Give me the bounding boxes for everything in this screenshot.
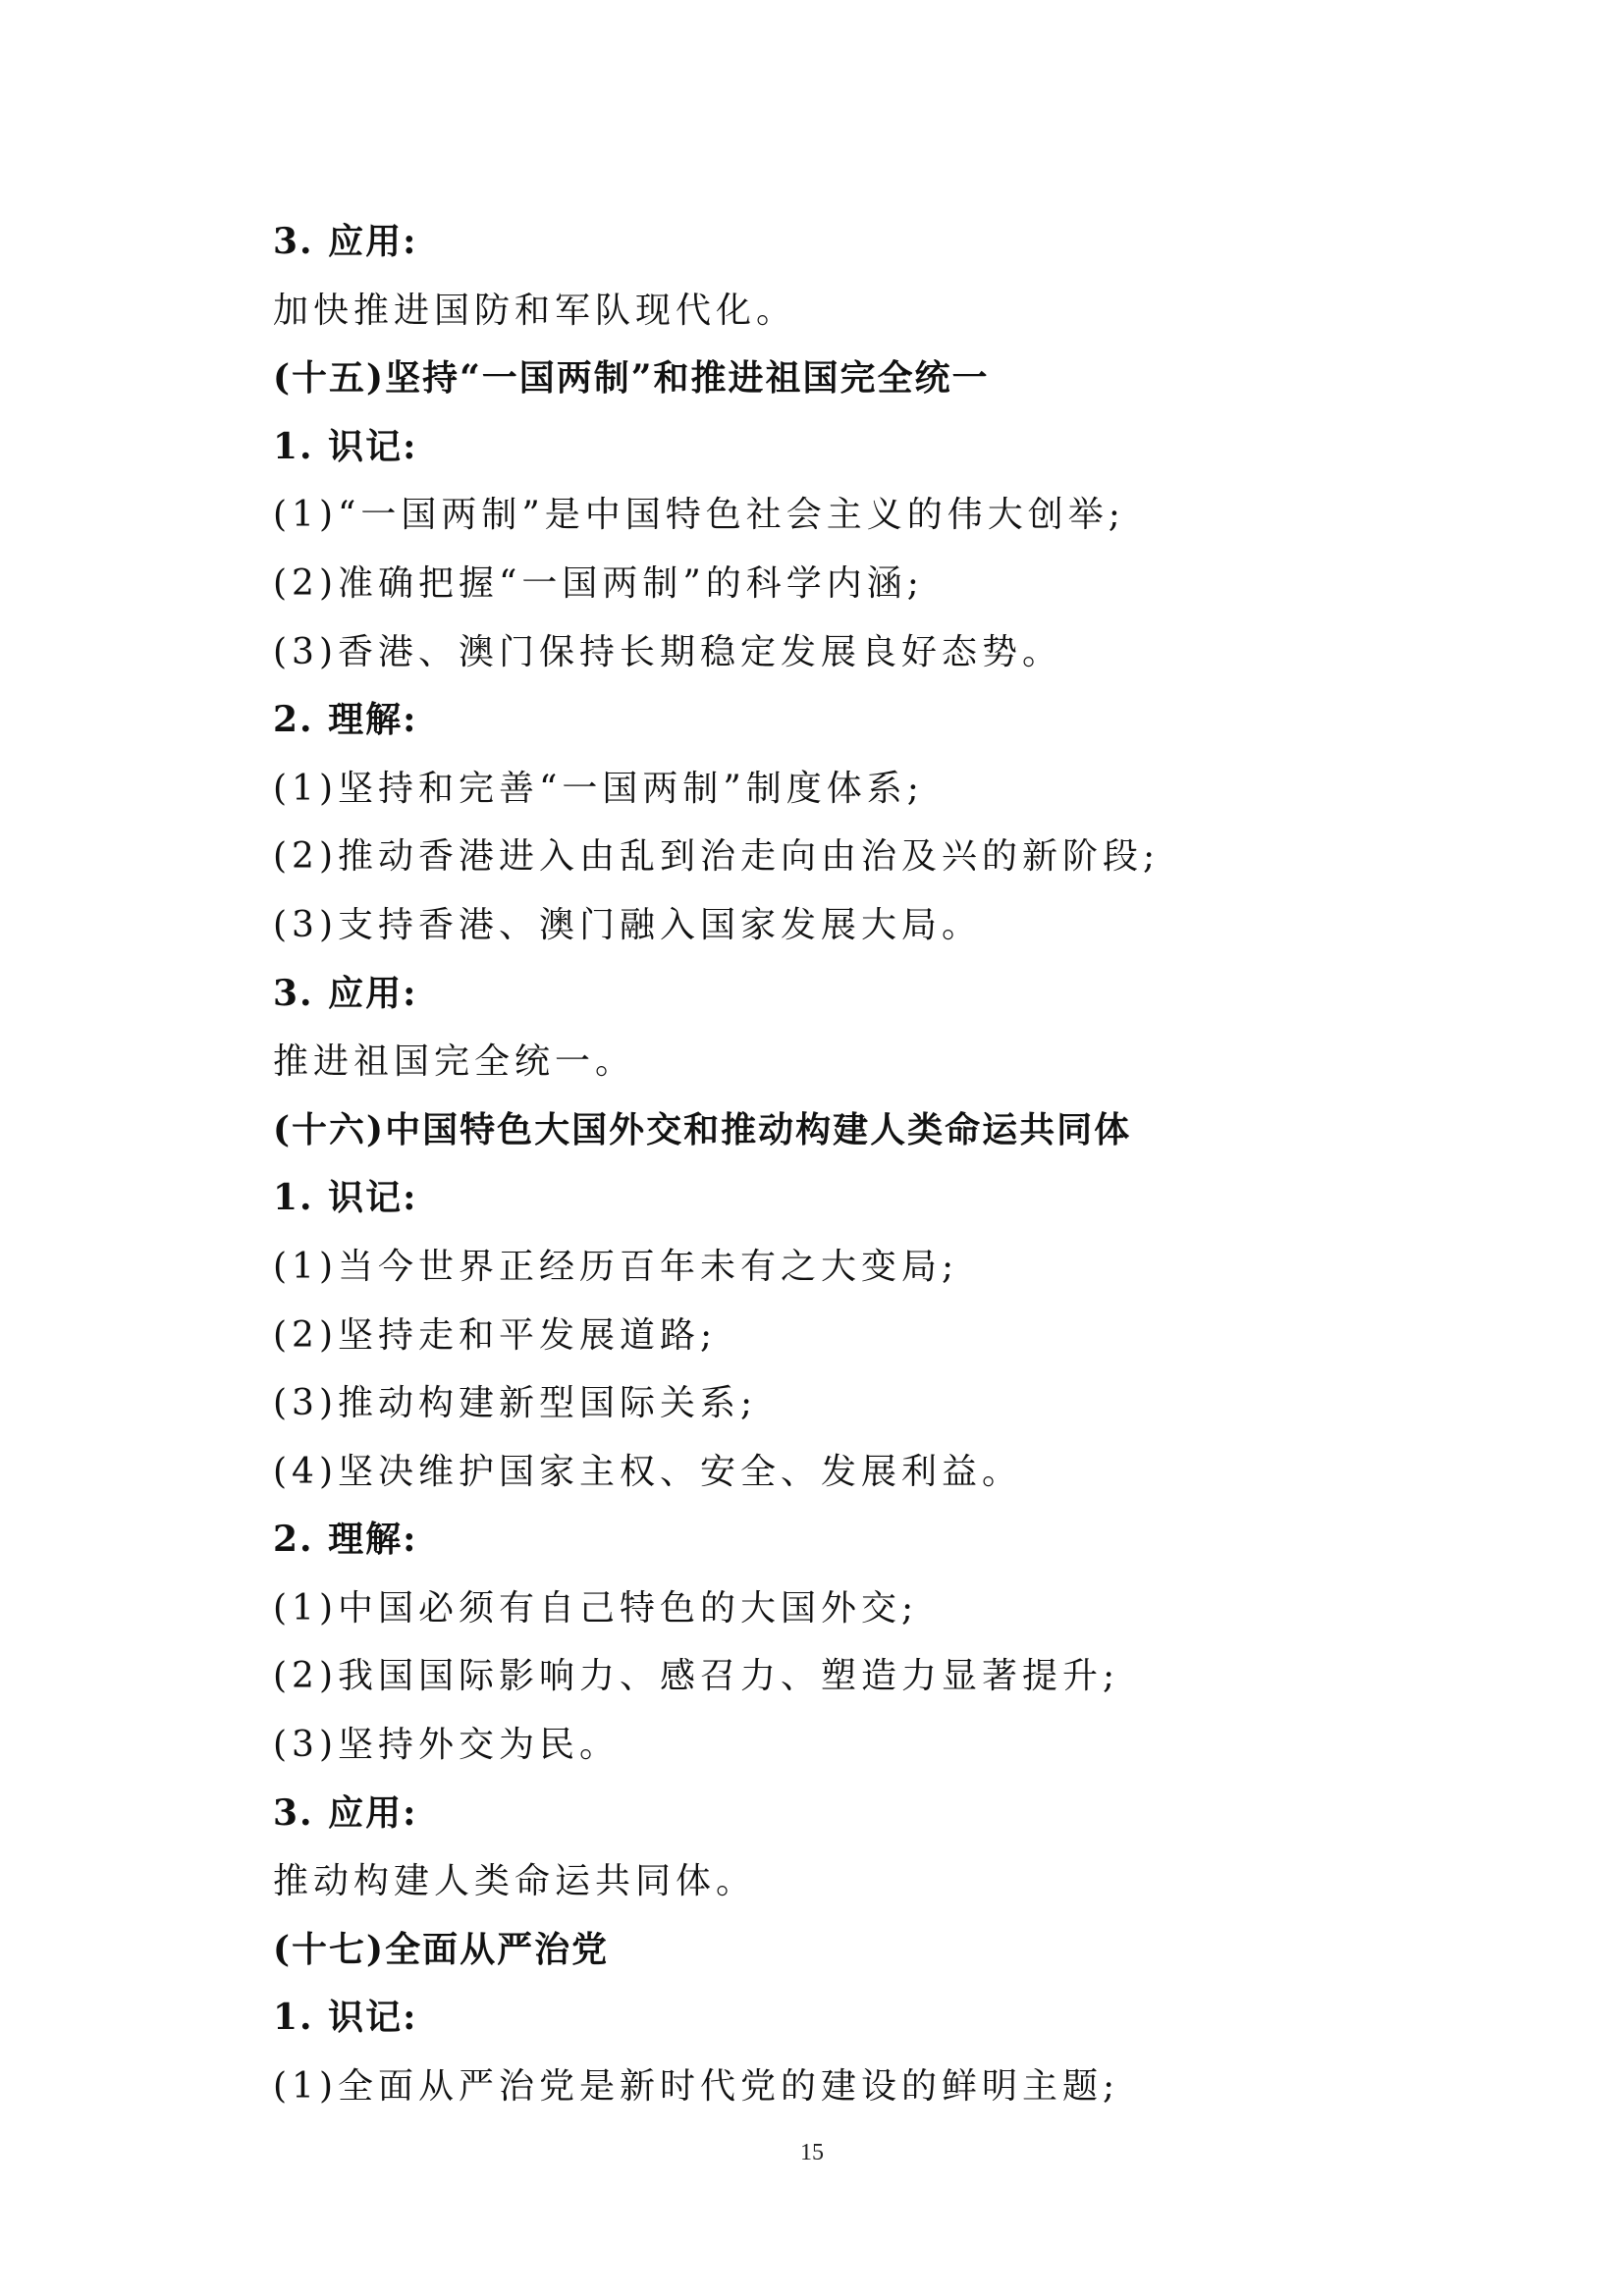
list-item: (1)“一国两制”是中国特色社会主义的伟大创举; [273,495,1125,536]
section-heading-16: (十六)中国特色大国外交和推动构建人类命运共同体 [273,1108,1132,1150]
subsection-label-understand: 2. 理解: [273,699,418,741]
section-heading-17: (十七)全面从严治党 [273,1928,610,1970]
subsection-label-memorize: 1. 识记: [273,1177,418,1219]
list-item: (3)坚持外交为民。 [273,1725,620,1766]
subsection-label-apply: 3. 应用: [273,221,418,262]
list-item: (2)我国国际影响力、感召力、塑造力显著提升; [273,1656,1120,1697]
list-item: (3)香港、澳门保持长期稳定发展良好态势。 [273,631,1062,672]
list-item: (3)推动构建新型国际关系; [273,1383,758,1424]
list-item: (1)中国必须有自己特色的大国外交; [273,1587,919,1629]
page-number: 15 [800,2140,824,2165]
subsection-label-memorize: 1. 识记: [273,425,418,467]
section-heading-15: (十五)坚持“一国两制”和推进祖国完全统一 [273,357,990,400]
document-body [273,208,1373,2121]
subsection-label-apply: 3. 应用: [273,1791,418,1834]
list-item: (1)全面从严治党是新时代党的建设的鲜明主题; [273,2066,1120,2108]
subsection-label-apply: 3. 应用: [273,972,418,1014]
list-item: (2)准确把握“一国两制”的科学内涵; [273,562,924,604]
list-item: (3)支持香港、澳门融入国家发展大局。 [273,904,982,945]
list-item: (1)坚持和完善“一国两制”制度体系; [273,768,924,809]
list-item: (1)当今世界正经历百年未有之大变局; [273,1246,959,1287]
body-text: 推进祖国完全统一。 [273,1041,636,1083]
subsection-label-understand: 2. 理解: [273,1519,418,1561]
list-item: (4)坚决维护国家主权、安全、发展利益。 [273,1451,1022,1492]
list-item: (2)坚持走和平发展道路; [273,1314,718,1356]
body-text: 推动构建人类命运共同体。 [273,1861,757,1902]
body-text: 加快推进国防和军队现代化。 [273,290,797,331]
subsection-label-memorize: 1. 识记: [273,1997,418,2039]
list-item: (2)推动香港进入由乱到治走向由治及兴的新阶段; [273,836,1161,878]
